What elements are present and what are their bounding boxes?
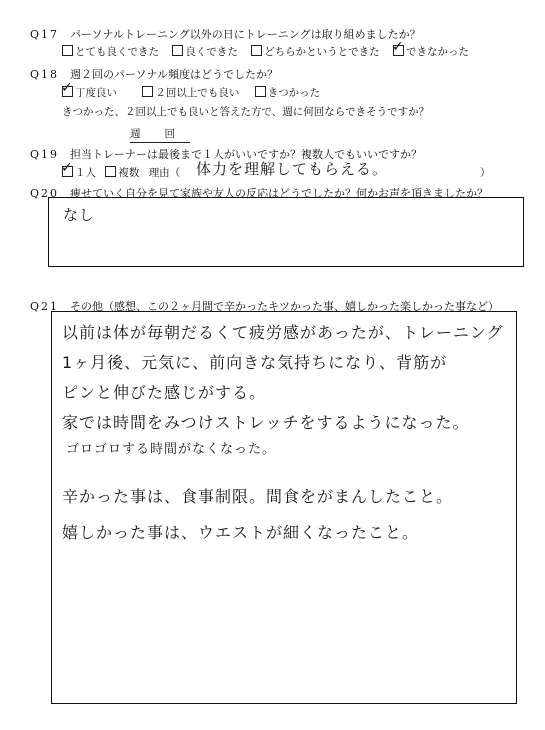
checkbox[interactable] <box>251 45 262 56</box>
q18-weekly-count-field[interactable] <box>130 126 190 143</box>
q18-followup: きつかった、２回以上でも良いと答えた方で、週に何回ならできそうですか？ <box>62 106 430 118</box>
q19-text: 担当トレーナーは最後まで１人がいいですか？複数人でもいいですか？ <box>70 148 422 161</box>
q17-option-4[interactable]: ✓ できなかった <box>392 39 470 58</box>
q19-option-1[interactable]: ✓ １人 <box>61 160 96 179</box>
q19-reason-label: 理由（ <box>148 167 181 179</box>
q17-option-1[interactable]: とても良くできた <box>62 46 159 58</box>
q17-option-3[interactable]: どちらかというとできた <box>251 46 380 58</box>
q18-options <box>61 80 321 100</box>
checkbox-checked[interactable] <box>61 160 73 177</box>
q21-line-4: 家では時間をみつけストレッチをするようになった。 <box>62 413 470 432</box>
q21-answer-box[interactable] <box>51 311 517 704</box>
checkmark-icon: ✓ <box>61 160 73 176</box>
q18-option-2[interactable]: ２回以上でも良い <box>142 87 239 99</box>
q19-options <box>61 160 181 180</box>
q17-question <box>30 26 421 42</box>
week-label: 週 <box>130 128 141 140</box>
q19-number: Q19 <box>30 148 60 161</box>
checkbox[interactable] <box>142 86 153 97</box>
q21-number: Q21 <box>30 300 60 313</box>
q18-number: Q18 <box>30 68 60 81</box>
checkmark-icon: ✓ <box>392 39 404 55</box>
checkbox[interactable] <box>62 45 73 56</box>
q19-reason-handwritten[interactable]: 体力を理解してもらえる。 <box>196 160 389 178</box>
q21-line-7: 嬉しかった事は、ウエストが細くなったこと。 <box>62 523 420 542</box>
q20-number: Q20 <box>30 187 60 200</box>
q21-line-2: 1ヶ月後、元気に、前向きな気持ちになり、背筋が <box>62 353 448 372</box>
q20-answer-handwritten: なし <box>63 206 96 224</box>
q17-text: パーソナルトレーニング以外の日にトレーニングは取り組めましたか？ <box>70 28 421 41</box>
q20-answer-box[interactable] <box>48 197 524 267</box>
q19-option-2[interactable]: 複数 <box>105 167 139 179</box>
checkbox-checked[interactable] <box>61 80 73 97</box>
times-label: 回 <box>164 128 175 140</box>
q18-option-1[interactable]: ✓ 丁度良い <box>61 80 117 99</box>
q21-line-3: ピンと伸びた感じがする。 <box>62 383 267 402</box>
q21-line-5: ゴロゴロする時間がなくなった。 <box>66 442 277 457</box>
checkbox[interactable] <box>255 86 266 97</box>
checkmark-icon: ✓ <box>61 80 73 96</box>
q17-option-2[interactable]: 良くできた <box>172 46 238 58</box>
q20-text: 痩せていく自分を見て家族や友人の反応はどうでしたか？何かお声を頂きましたか？ <box>70 187 488 200</box>
q18-option-3[interactable]: きつかった <box>255 87 321 99</box>
q21-line-1: 以前は体が毎朝だるくて疲労感があったが、トレーニング <box>62 323 504 342</box>
q17-number: Q17 <box>30 28 60 41</box>
q18-text: 週２回のパーソナル頻度はどうでしたか？ <box>70 68 279 81</box>
q21-text: その他（感想、この２ヶ月間で辛かったキツかった事、嬉しかった楽しかった事など） <box>70 300 499 313</box>
q21-line-6: 辛かった事は、食事制限。間食をがまんしたこと。 <box>62 487 454 506</box>
checkbox[interactable] <box>105 166 116 177</box>
q19-reason-close: ） <box>480 167 491 179</box>
q17-options <box>62 39 470 59</box>
checkbox-checked[interactable] <box>392 39 404 56</box>
checkbox[interactable] <box>172 45 183 56</box>
